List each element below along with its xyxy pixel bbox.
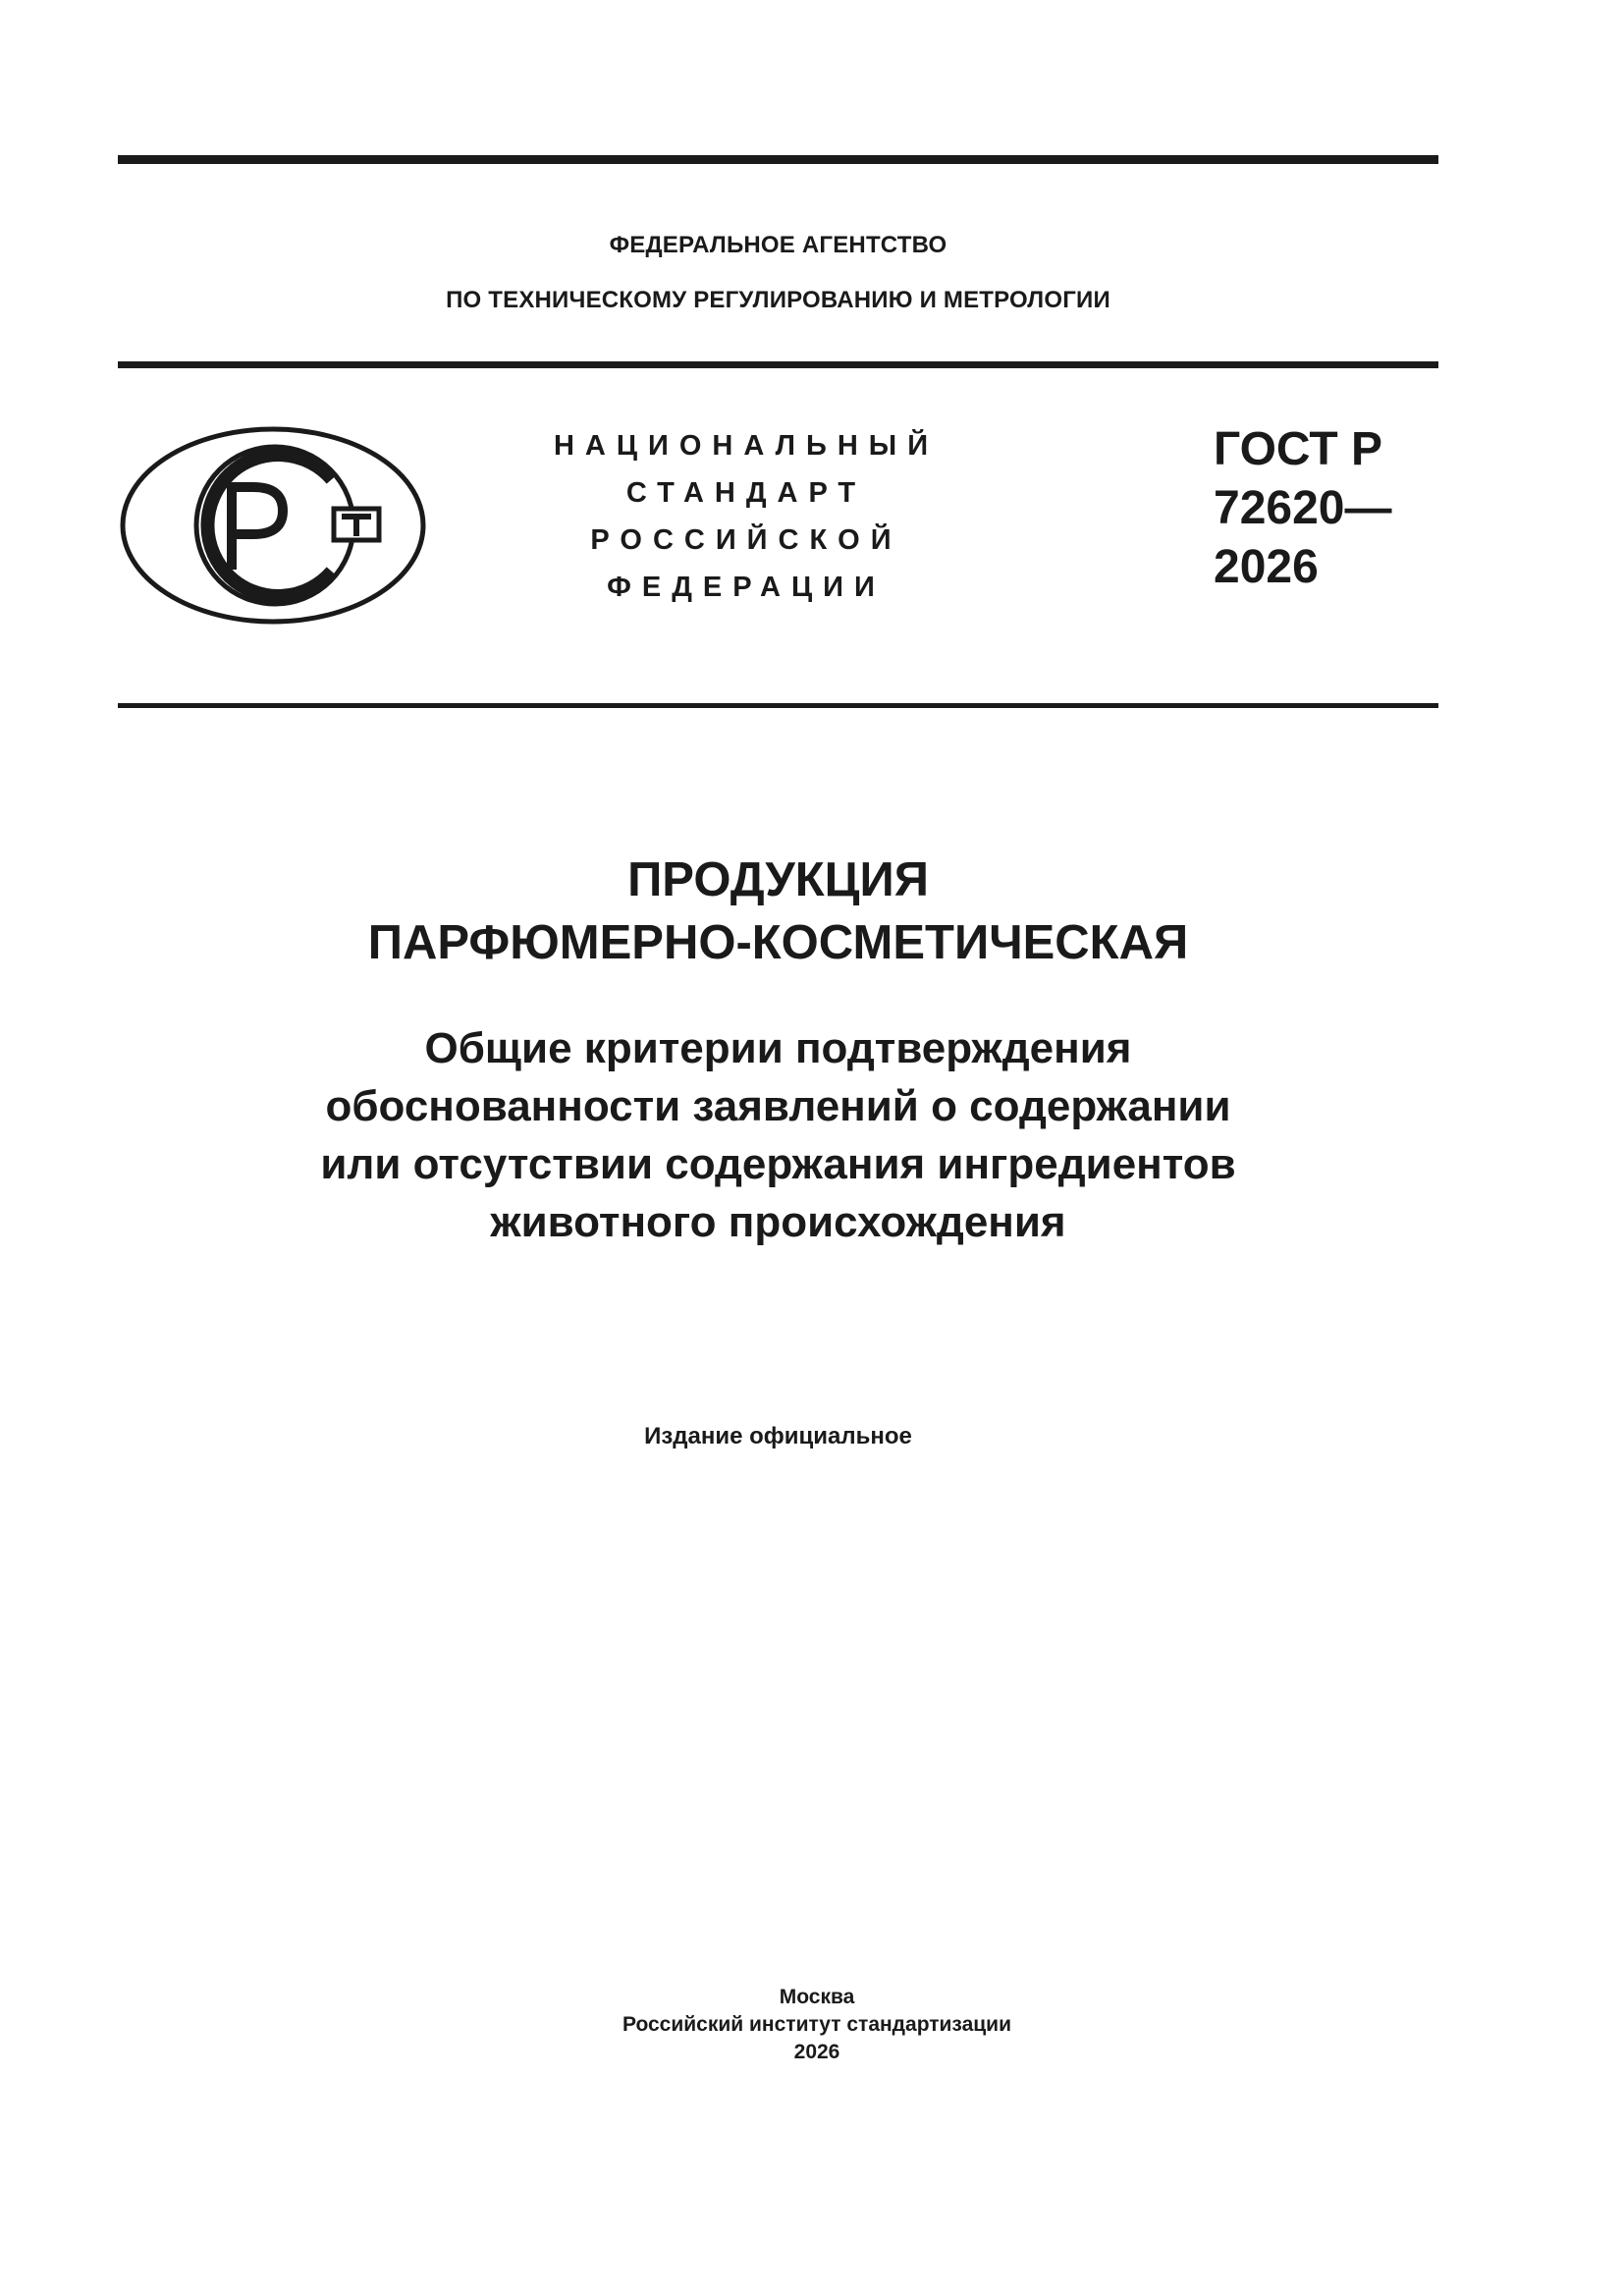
standard-type <box>520 422 972 611</box>
top-rule <box>118 155 1438 164</box>
imprint <box>118 1984 1516 2066</box>
standard-designation <box>1214 420 1391 597</box>
edition-note: Издание официальное <box>644 1423 912 1449</box>
imprint-city: Москва <box>779 1986 855 2008</box>
standard-type-line-3: РОССИЙСКОЙ <box>590 524 902 556</box>
title-line-2: ПАРФЮМЕРНО-КОСМЕТИЧЕСКАЯ <box>367 916 1189 969</box>
agency-bottom-rule <box>118 361 1438 368</box>
agency-line-2: ПО ТЕХНИЧЕСКОМУ РЕГУЛИРОВАНИЮ И МЕТРОЛОГИИ <box>446 287 1110 313</box>
standard-type-line-2: СТАНДАРТ <box>625 477 867 509</box>
designation-line-2: 72620— <box>1214 482 1392 534</box>
standard-type-line-4: ФЕДЕРАЦИИ <box>607 572 886 603</box>
subtitle-line-3: или отсутствии содержания ингредиентов <box>320 1140 1236 1188</box>
subtitle-line-1: Общие критерии подтверждения <box>424 1024 1132 1072</box>
designation-line-1: ГОСТ Р <box>1214 423 1383 475</box>
agency-line-1: ФЕДЕРАЛЬНОЕ АГЕНТСТВО <box>609 232 947 258</box>
subtitle-line-2: обоснованности заявлений о содержании <box>325 1082 1231 1130</box>
document-title <box>118 848 1438 974</box>
subtitle-line-4: животного происхождения <box>490 1198 1066 1246</box>
standard-type-line-1: НАЦИОНАЛЬНЫЙ <box>553 430 940 462</box>
imprint-publisher: Российский институт стандартизации <box>622 2013 1012 2036</box>
header-bottom-rule <box>118 703 1438 708</box>
designation-line-3: 2026 <box>1214 541 1319 593</box>
title-line-1: ПРОДУКЦИЯ <box>627 853 929 906</box>
rst-certification-mark-icon <box>116 422 430 629</box>
imprint-year: 2026 <box>793 2041 840 2063</box>
agency-name <box>118 218 1438 328</box>
document-subtitle <box>118 1019 1438 1251</box>
